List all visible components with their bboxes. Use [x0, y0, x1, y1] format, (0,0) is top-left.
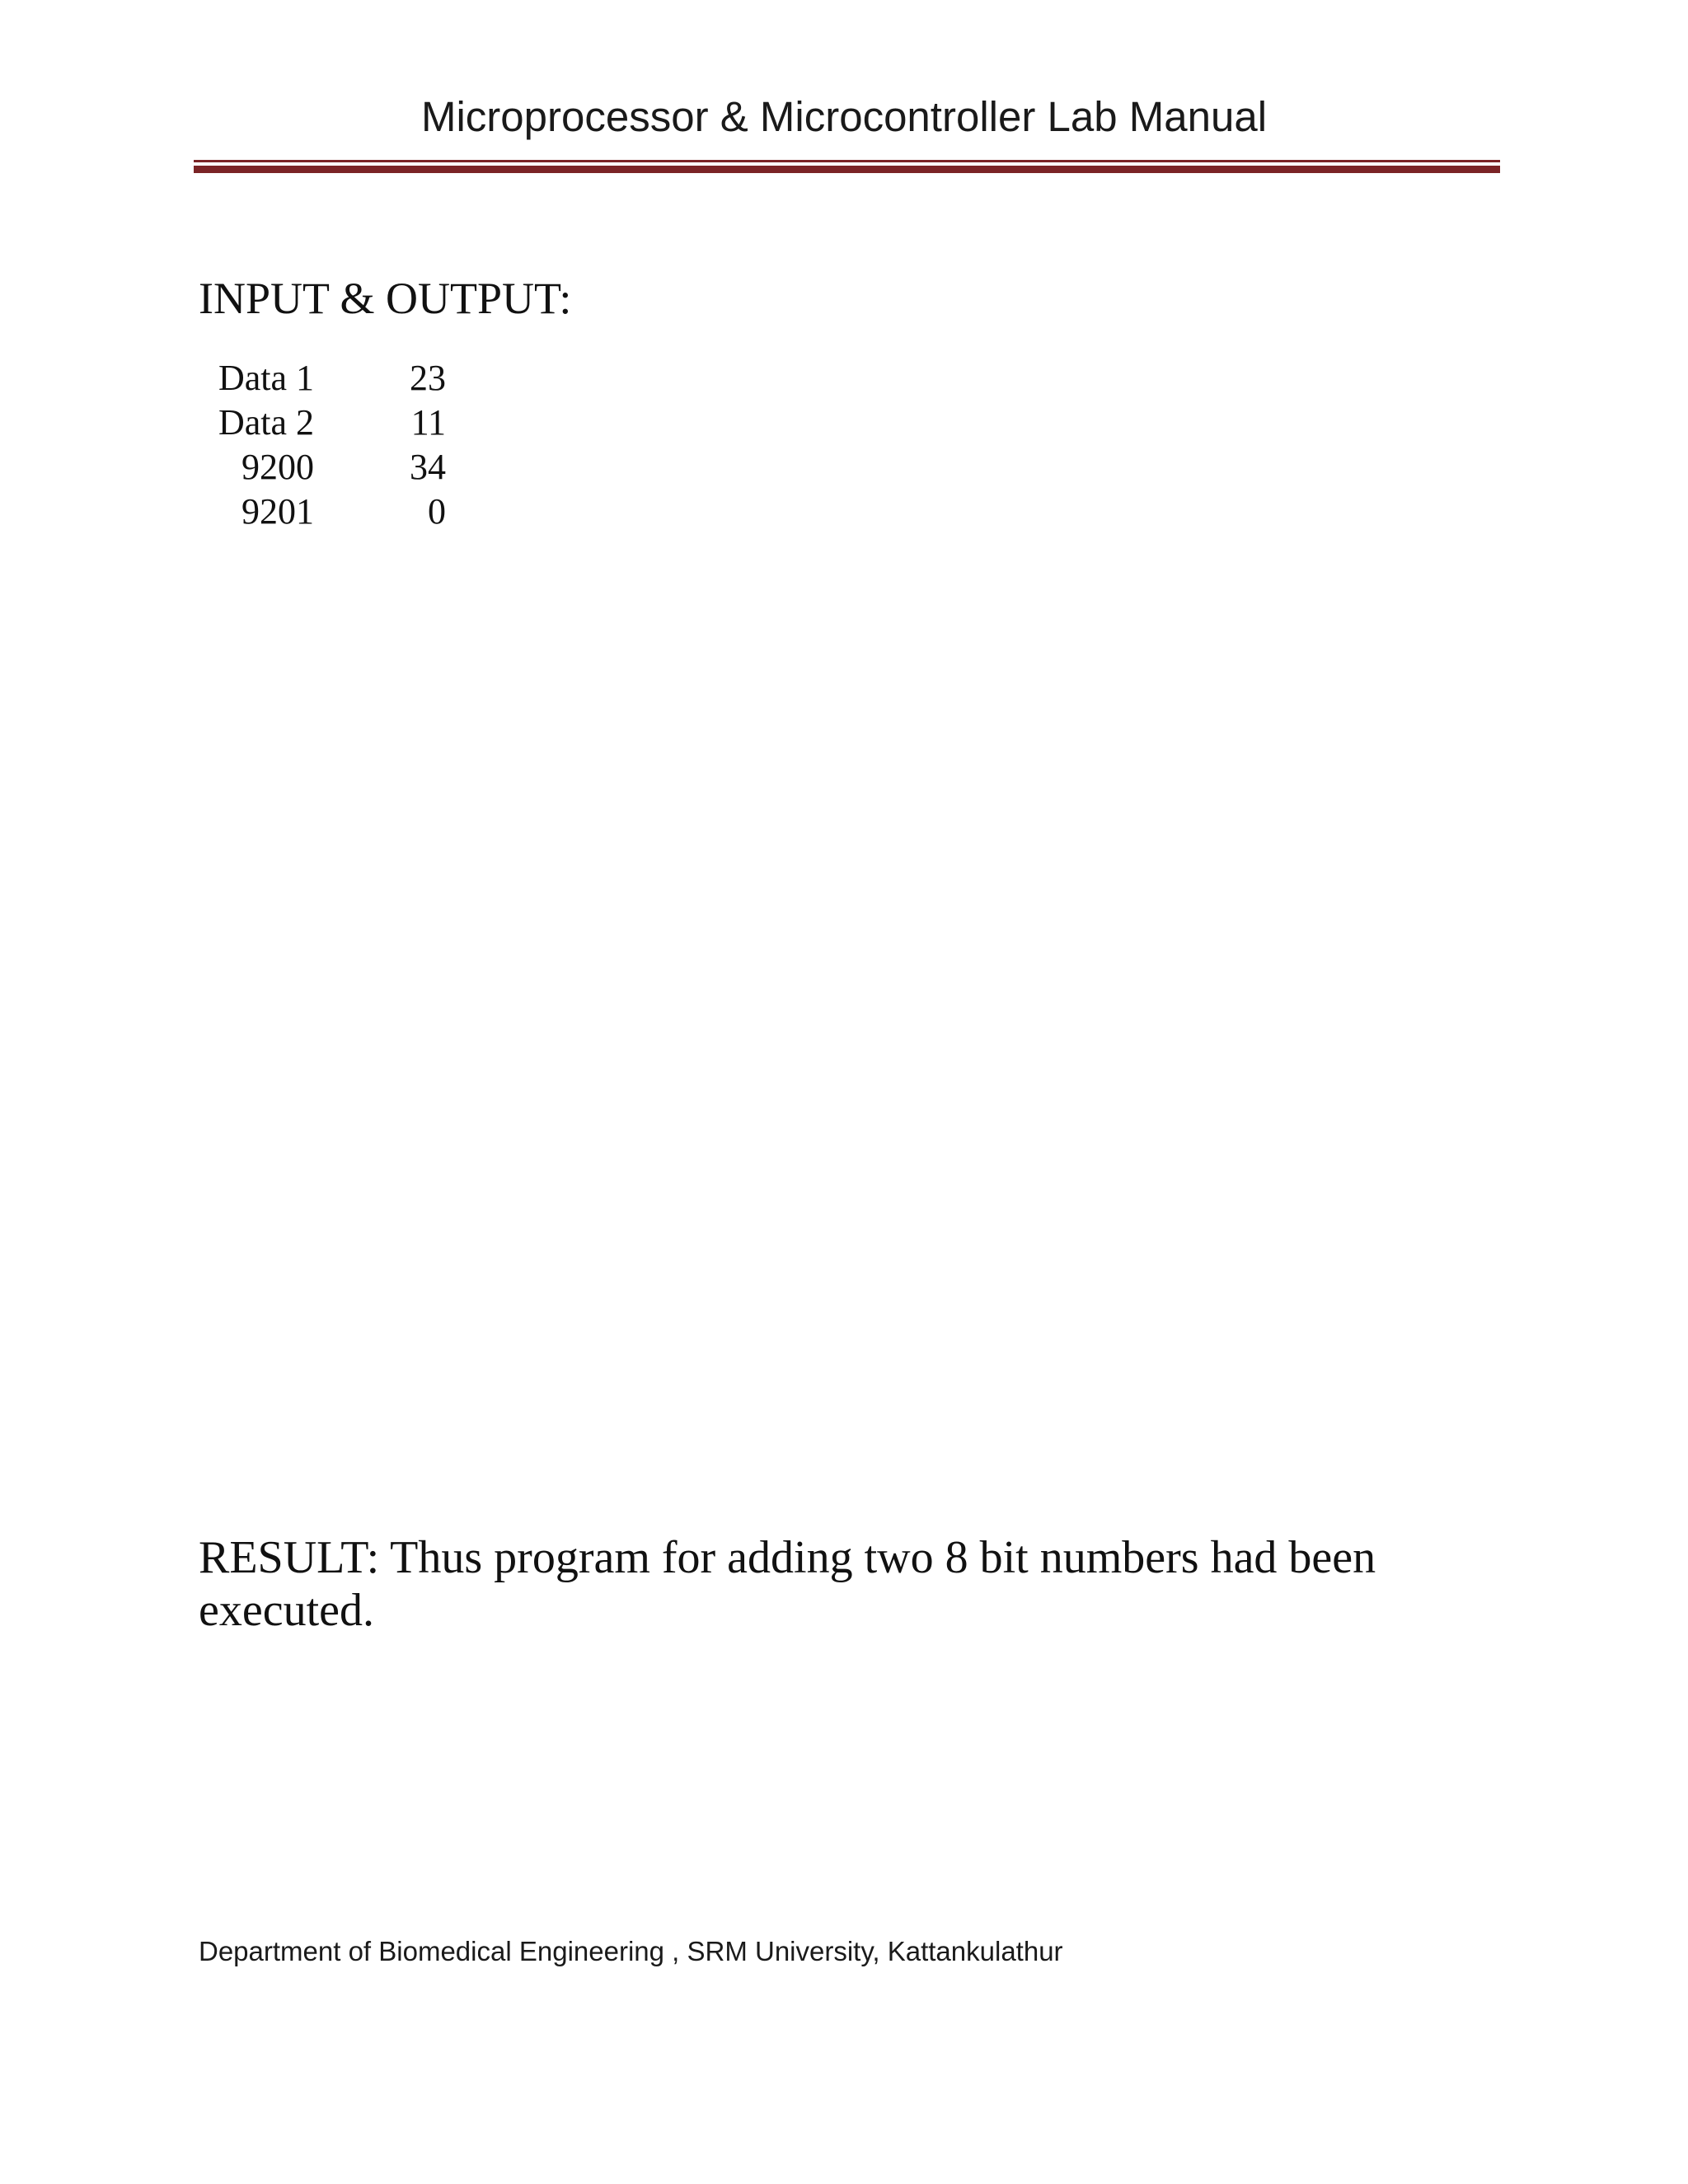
input-output-heading: INPUT & OUTPUT: — [199, 274, 572, 323]
header-rule-thin — [194, 160, 1500, 162]
io-label: Data 2 — [218, 402, 314, 443]
table-row — [199, 356, 446, 401]
io-value: 0 — [428, 491, 446, 532]
io-label: 9201 — [241, 491, 314, 532]
table-row — [199, 401, 446, 445]
page-header-title: Microprocessor & Microcontroller Lab Manual — [420, 93, 1268, 140]
io-value: 23 — [410, 358, 446, 398]
input-output-table — [199, 356, 446, 534]
table-row — [199, 490, 446, 534]
result-statement: RESULT: Thus program for adding two 8 bit numbers had been executed. — [199, 1532, 1376, 1636]
io-value: 11 — [410, 402, 446, 443]
header-rule-thick — [194, 166, 1500, 173]
io-label: 9200 — [241, 447, 314, 487]
table-row — [199, 445, 446, 490]
io-label: Data 1 — [218, 358, 314, 398]
page-footer-department: Department of Biomedical Engineering , SRM University, Kattankulathur — [199, 1936, 1063, 1966]
io-value: 34 — [410, 447, 446, 487]
